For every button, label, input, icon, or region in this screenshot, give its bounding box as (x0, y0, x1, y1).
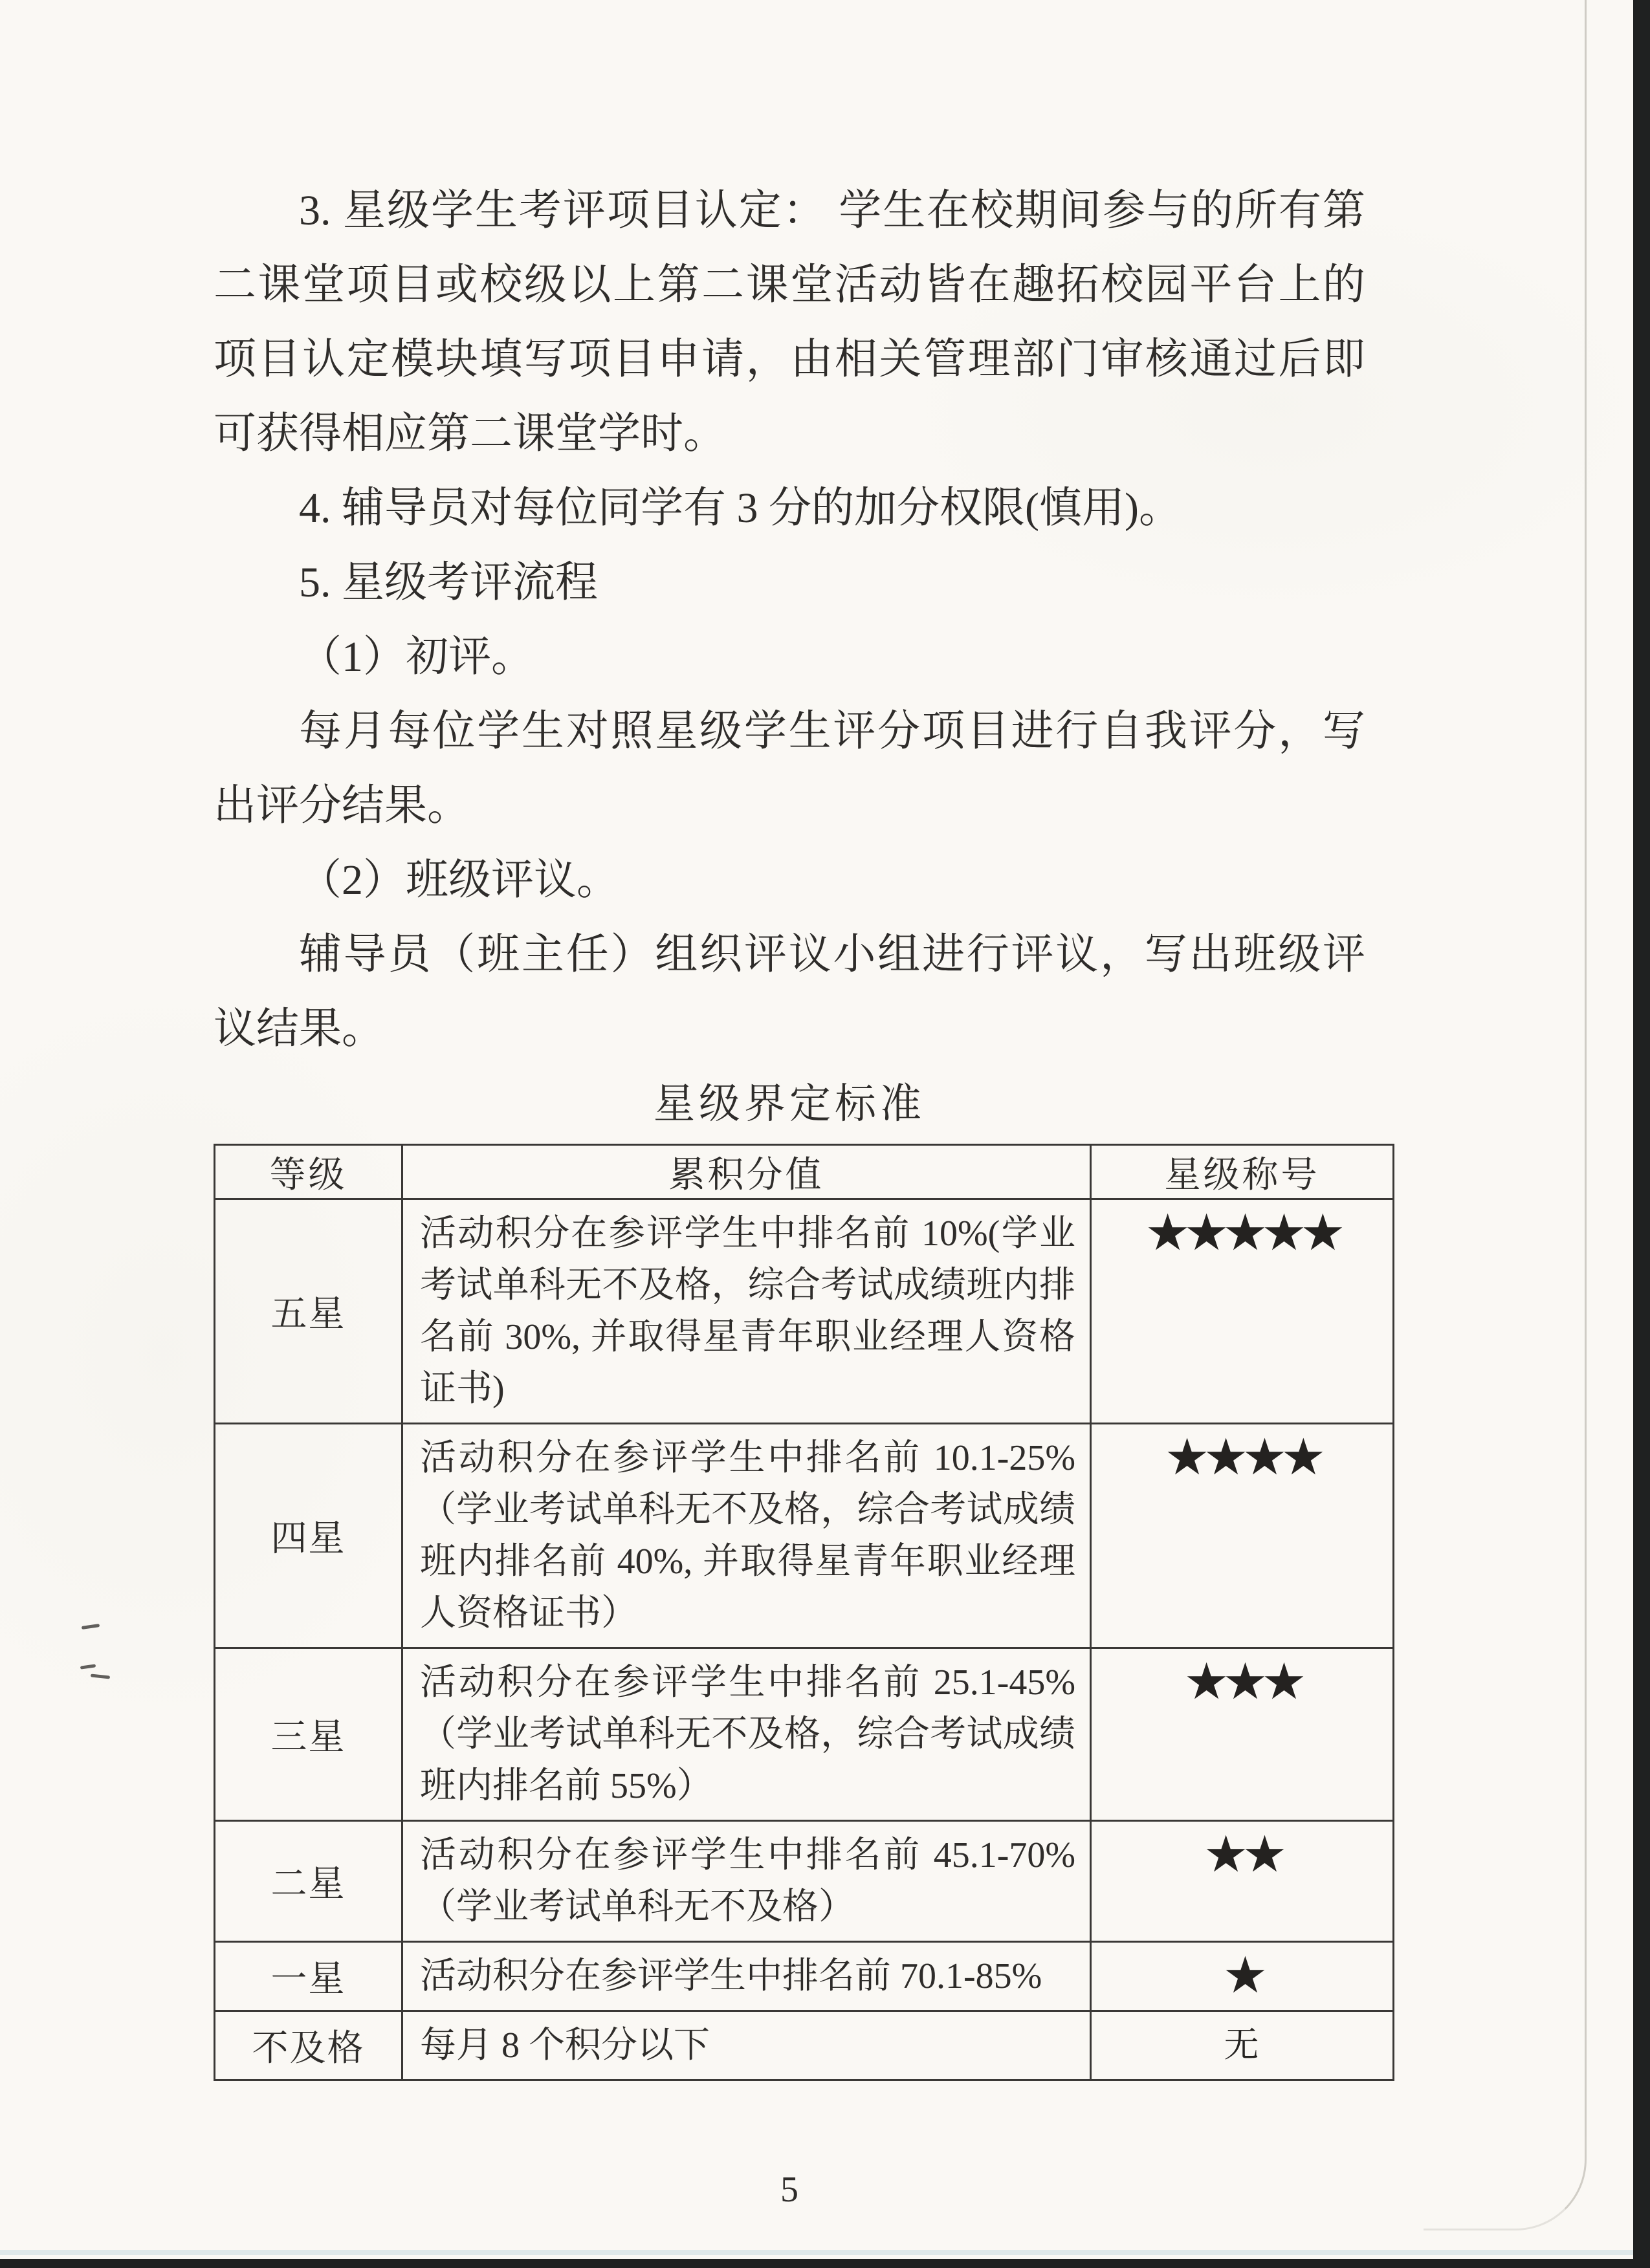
table-header-row (215, 1145, 1394, 1199)
ink-speck (80, 1664, 96, 1669)
table-row (215, 2011, 1394, 2080)
paragraph-item-3: 3. 星级学生考评项目认定： 学生在校期间参与的所有第二课堂项目或校级以上第二课堂活动皆在趣拓校园平台上的项目认定模块填写项目申请，由相关管理部门审核通过后即可获得相应第二课堂学时。 (214, 187, 1365, 457)
sheet-edge-line (1424, 0, 1587, 2230)
level-cell: 五星 (215, 1199, 402, 1424)
table-row (215, 1648, 1394, 1821)
ink-speck (82, 1624, 100, 1630)
criteria-cell: 活动积分在参评学生中排名前 10.1-25%（学业考试单科无不及格，综合考试成绩班内排名前 40%, 并取得星青年职业经理人资格证书） (402, 1424, 1091, 1648)
header-score: 累积分值 (402, 1145, 1091, 1199)
header-level: 等级 (215, 1145, 402, 1199)
level-cell: 三星 (215, 1648, 402, 1821)
body-text (214, 173, 1365, 1066)
scan-bottom-glow (0, 2250, 1633, 2255)
scanner-edge-bottom (0, 2259, 1650, 2268)
stars-cell: ★★ (1091, 1821, 1394, 1942)
stars-cell-none: 无 (1091, 2011, 1394, 2080)
table-row (215, 1821, 1394, 1942)
level-cell: 二星 (215, 1821, 402, 1942)
scanner-edge-right (1633, 0, 1650, 2268)
stars-cell: ★★★ (1091, 1648, 1394, 1821)
star-level-table (214, 1144, 1394, 2081)
criteria-cell: 活动积分在参评学生中排名前 25.1-45%（学业考试单科无不及格，综合考试成绩班内排名前 55%） (402, 1648, 1091, 1821)
paragraph-step-2: （2）班级评议。 (299, 856, 619, 904)
table-title: 星级界定标准 (654, 1081, 925, 1127)
criteria-cell: 活动积分在参评学生中排名前 45.1-70%（学业考试单科无不及格） (402, 1821, 1091, 1942)
level-cell: 一星 (215, 1942, 402, 2011)
paragraph-step-2-detail: 辅导员（班主任）组织评议小组进行评议，写出班级评议结果。 (214, 931, 1365, 1052)
stars-cell: ★★★★★ (1091, 1199, 1394, 1424)
level-cell: 不及格 (215, 2011, 402, 2080)
table-row (215, 1424, 1394, 1648)
level-cell: 四星 (215, 1424, 402, 1648)
paragraph-step-1-detail: 每月每位学生对照星级学生评分项目进行自我评分，写出评分结果。 (214, 708, 1365, 829)
paragraph-step-1: （1）初评。 (299, 633, 534, 681)
paragraph-item-4: 4. 辅导员对每位同学有 3 分的加分权限(慎用)。 (299, 485, 1182, 532)
paragraph-item-5: 5. 星级考评流程 (299, 559, 598, 606)
header-star-title: 星级称号 (1091, 1145, 1394, 1199)
stars-cell: ★★★★ (1091, 1424, 1394, 1648)
stars-cell: ★ (1091, 1942, 1394, 2011)
table-row (215, 1199, 1394, 1424)
criteria-cell: 活动积分在参评学生中排名前 70.1-85% (402, 1942, 1091, 2011)
criteria-cell: 活动积分在参评学生中排名前 10%(学业考试单科无不及格，综合考试成绩班内排名前 30%, 并取得星青年职业经理人资格证书) (402, 1199, 1091, 1424)
table-row (215, 1942, 1394, 2011)
page-number: 5 (780, 2170, 798, 2210)
ink-speck (91, 1674, 110, 1679)
criteria-cell: 每月 8 个积分以下 (402, 2011, 1091, 2080)
